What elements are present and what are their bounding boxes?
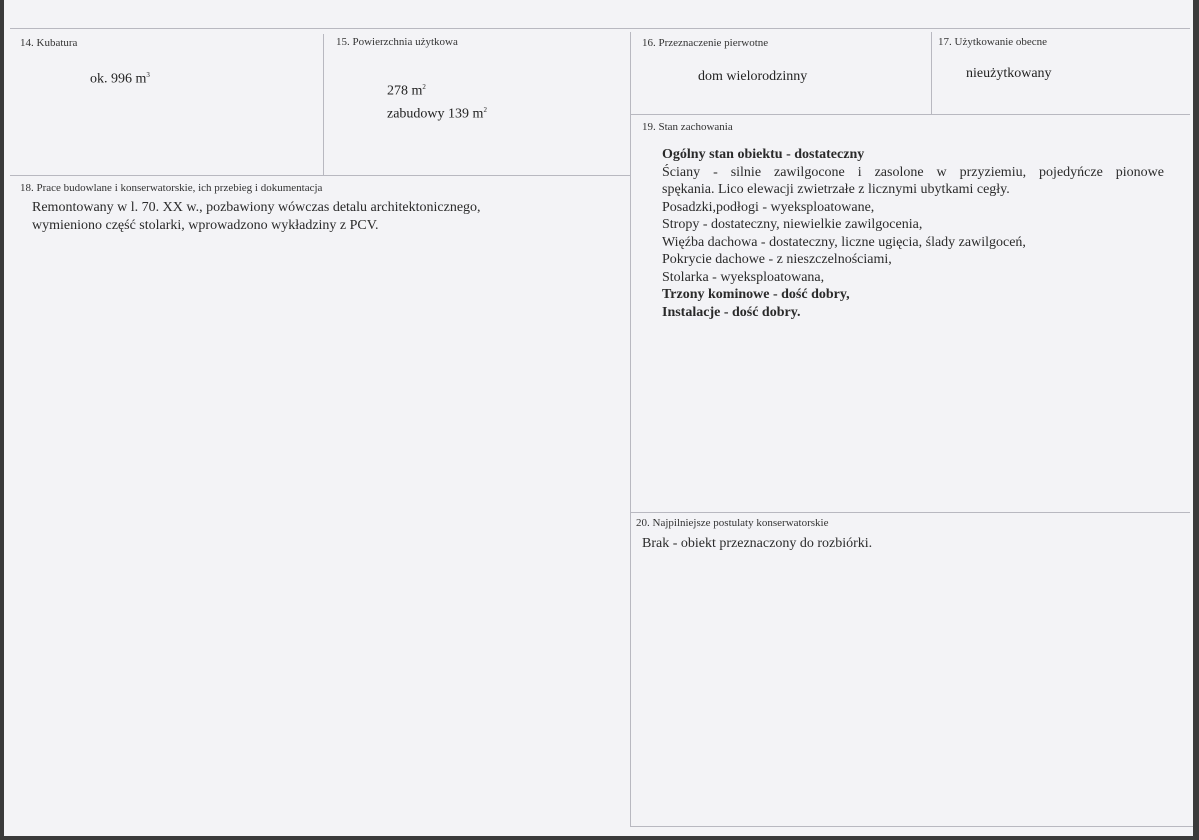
divider	[10, 28, 1190, 29]
condition-line: Ogólny stan obiektu - dostateczny	[662, 147, 865, 162]
field-18-body	[32, 199, 481, 235]
field-16-label: 16. Przeznaczenie pierwotne	[642, 37, 769, 49]
condition-line: spękania. Lico elewacji zwietrzałe z licznymi ubytkami cegły.	[662, 182, 1010, 197]
condition-line: Posadzki,podłogi - wyeksploatowane,	[662, 199, 875, 215]
condition-line: Instalacje - dość dobry.	[662, 304, 801, 320]
works-line: Remontowany w l. 70. XX w., pozbawiony wówczas detalu architektonicznego,	[32, 200, 481, 215]
document-page	[4, 0, 1193, 836]
field-17-value: nieużytkowany	[966, 66, 1052, 81]
works-line: wymieniono część stolarki, wprowadzono wykładziny z PCV.	[32, 218, 379, 233]
condition-line: Stolarka - wyeksploatowana,	[662, 269, 825, 285]
field-19-label: 19. Stan zachowania	[642, 121, 733, 133]
field-14-label: 14. Kubatura	[20, 37, 78, 49]
condition-line: Więźba dachowa - dostateczny, liczne ugięcia, ślady zawilgoceń,	[662, 234, 1026, 250]
field-15-label: 15. Powierzchnia użytkowa	[336, 36, 458, 48]
field-20-label: 20. Najpilniejsze postulaty konserwatorskie	[636, 517, 829, 529]
divider	[630, 114, 1190, 115]
divider	[931, 32, 932, 114]
field-17-label: 17. Użytkowanie obecne	[938, 36, 1048, 48]
field-19-body	[662, 146, 1164, 321]
divider	[630, 512, 1190, 513]
divider	[323, 34, 324, 176]
condition-line: Stropy - dostateczny, niewielkie zawilgocenia,	[662, 217, 923, 232]
field-18-label: 18. Prace budowlane i konserwatorskie, ich przebieg i dokumentacja	[20, 182, 323, 194]
field-15-value: 278 $m^2$ zabudowy 139 $m^2$	[387, 83, 487, 122]
field-14-value: ok. 996 $m^3$	[90, 71, 150, 87]
field-20-value: Brak - obiekt przeznaczony do rozbiórki.	[642, 536, 873, 551]
divider	[10, 175, 630, 176]
field-16-value: dom wielorodzinny	[698, 69, 808, 84]
condition-line: Pokrycie dachowe - z nieszczelnościami,	[662, 252, 892, 267]
condition-line: Ściany - silnie zawilgocone i zasolone w przyziemiu, pojedyńcze pionowe	[662, 164, 1164, 180]
divider	[630, 826, 1193, 827]
divider	[630, 32, 631, 826]
condition-line: Trzony kominowe - dość dobry,	[662, 287, 850, 302]
